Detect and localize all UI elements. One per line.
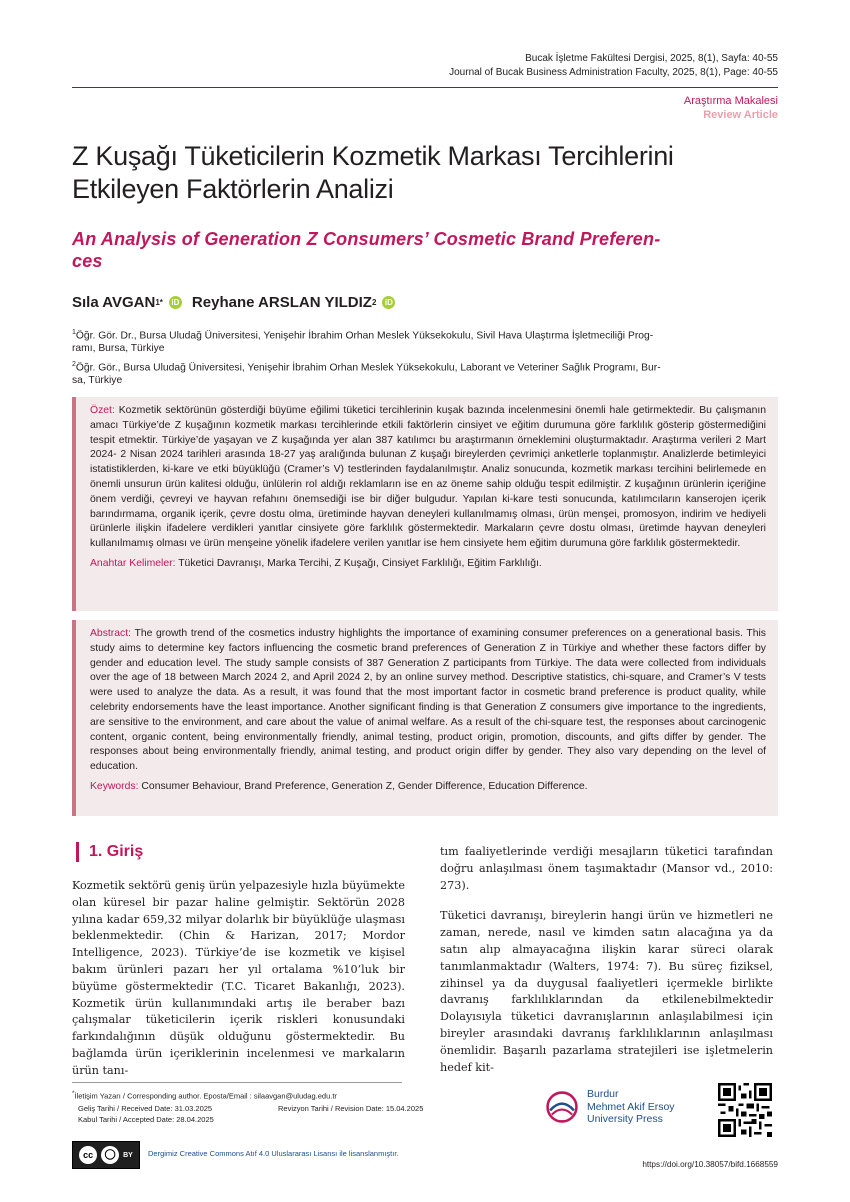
university-logo-icon: [545, 1090, 579, 1124]
body-paragraph: tım faaliyetlerinde verdiği mesajların tüketici tarafından doğru anlaşılması önem taşımaktadır (Mansor vd., 2010: 273).: [440, 845, 773, 892]
ozet-keywords-label: Anahtar Kelimeler:: [90, 557, 176, 569]
license-text[interactable]: Dergimiz Creative Commons Atıf 4.0 Uluslararası Lisansı ile lisanslanmıştır.: [148, 1149, 399, 1158]
ozet-box: [72, 397, 778, 611]
en-title-line-2: ces: [72, 251, 103, 271]
author-2: Reyhane ARSLAN YILDIZ: [191, 294, 372, 311]
journal-name-tr: Bucak İşletme Fakültesi Dergisi, 2025, 8(1), Sayfa: 40-55: [525, 53, 778, 64]
aff-1-line-1: Öğr. Gör. Dr., Bursa Uludağ Üniversitesi, Yenişehir İbrahim Orhan Meslek Yüksekokulu, Sivil Hava Ulaştırma İşletmeciliği Prog-: [75, 330, 654, 342]
affiliation-2: [72, 358, 772, 387]
accepted-date: Kabul Tarihi / Accepted Date: 28.04.2025: [78, 1115, 214, 1124]
en-title-line-1: An Analysis of Generation Z Consumers’ Cosmetic Brand Preferen-: [72, 229, 661, 249]
university-press: [545, 1088, 675, 1126]
ozet-label: Özet:: [90, 405, 115, 416]
ozet-text: Kozmetik sektörünün gösterdiği büyüme eğilimi tüketici tercihlerinin kuşak bazında incelenmesini önemli hale getirmektedir. Bu çalışmanın amacı Türkiye’de Z kuşağının kozmetik markası tercihlerinde etkili faktörlerin cinsiyet ve eğitim durumuna göre farklılık gösterip göstermediğini tespit etmektir. Türkiye’de yaşayan ve Z kuşağında yer alan 387 katılımcı bu araştırmanın örneklemini oluşturmaktadır. Araştırma verileri 2 Mart 2024- 2 Nisan 2024 tarihleri arasında 18-27 yaş aralığında bulunan Z kuşağı bireylerden çevrimiçi anketlerle toplanmıştır. Analizlerde betimleyici istatistiklerden, ki-kare ve etki büyüklüğü (Cramer’s V) testlerinden faydalanılmıştır. Analiz sonucunda, kozmetik markası tercihini belirlemede en önemli unsurun ürün kalitesi olduğu, ünlülerin rol aldığı reklamların ise en az öneme sahip olduğu tespit edilmiştir. Z kuşağının ürünlerin içeriğine önem verdiği, çevreyi ve hayvan refahını önemsediği ise bir diğer bulgudur. Yapılan ki-kare testi sonucunda, katılımcıların kanserojen içerik barındırmama, organik içerik, çevre dostu olma, üretiminde hayvan deneyleri kullanılmamış olması, ürün menşei, promosyon, indirim ve hediyeli ürünlerle ilişkin ifadelere verdikleri yanıtlar cinsiyete göre farklılık göstermektedir. Markaların çevre dostu olması, üretimde hayvan deneyleri kullanılmamış olması ve ürün menşeine yönelik ifadelere verilen yanıtlar ise hem cinsiyete hem eğitim durumuna göre farklılık göstermektedir.: [90, 405, 767, 550]
by-label: BY: [123, 1151, 133, 1159]
aff-2-sup: 2: [72, 361, 76, 368]
aff-1-sup: 1: [72, 329, 76, 336]
ozet-keywords: [90, 557, 766, 572]
univ-line-1: Burdur: [587, 1088, 619, 1100]
corresponding-text: İletişim Yazarı / Corresponding author. Eposta/Email : silaavgan@uludag.edu.tr: [74, 1091, 337, 1101]
author-1: Sıla AVGAN: [72, 294, 156, 311]
abstract-box: [72, 620, 778, 816]
article-type-en: Review Article: [703, 109, 778, 121]
corresponding-author: [72, 1088, 337, 1102]
journal-info: [449, 52, 778, 80]
cc-icon: cc: [79, 1146, 97, 1164]
body-paragraph: Tüketici davranışı, bireylerin hangi ürün ve hizmetleri ne zaman, nerede, nasıl ve kimden satın alacağına ya da satın alıp almayacağına ilişkin karar süreci olarak tanımlanmaktadır (Walters, 1974: 7). Bu süreç fiziksel, zihinsel ya da duygusal faaliyetleri içermekle birlikte davranış farklılıklarından da etkilenebilmektedir Dolayısıyla tüketici davranışlarının anlaşılabilmesi için bireyler arasındaki davranış farklılıklarının anlaşılması önemlidir. Başarılı pazarlama stratejileri ise işletmelerin hedef kit-: [440, 909, 773, 1074]
body-column-right: [440, 844, 773, 1076]
aff-1-line-2: ramı, Bursa, Türkiye: [72, 343, 165, 355]
body-column-left: [72, 878, 405, 1080]
aff-2-line-1: Öğr. Gör., Bursa Uludağ Üniversitesi, Yenişehir İbrahim Orhan Meslek Yüksekokulu, Laborant ve Veteriner Sağlık Programı, Bur-: [75, 362, 661, 374]
section-heading: 1. Giriş: [76, 842, 143, 862]
abstract-keywords: [90, 780, 766, 795]
qr-code-icon[interactable]: [718, 1083, 772, 1137]
article-type: [684, 94, 778, 122]
author-2-sup: 2: [371, 298, 377, 307]
abstract-paragraph: [90, 627, 766, 775]
title-line-2: Etkileyen Faktörlerin Analizi: [72, 174, 394, 204]
orcid-icon[interactable]: iD: [169, 296, 182, 309]
header-divider: [72, 87, 778, 88]
body-paragraph: Kozmetik sektörü geniş ürün yelpazesiyle hızla büyümekte olan küresel bir pazar haline gelmiştir. Sektörün 2028 yılına kadar 659,32 milyar dolarlık bir büyüklüğe ulaşması beklenmektedir. (Chin & Harizan, 2017; Mordor Intelligence, 2023). Türkiye’de ise kozmetik ve kişisel bakım ürünleri pazarı her yıl ortalama %10’luk bir büyüme göstermektedir (T.C. Ticaret Bakanlığı, 2023). Kozmetik ürün kullanımındaki artış ile beraber bazı çalışmalar tüketicilerin içerik riskleri konusundaki farkındalığının düşük olduğunu göstermektedir. Bu bağlamda ürün içeriklerinin incelenmesi ve markaların ürün tanı-: [72, 879, 405, 1077]
article-type-tr: Araştırma Makalesi: [683, 95, 778, 107]
abstract-keywords-text: Consumer Behaviour, Brand Preference, Generation Z, Gender Difference, Education Difference.: [141, 780, 588, 792]
orcid-icon[interactable]: iD: [382, 296, 395, 309]
author-list: [72, 294, 405, 311]
abstract-text: The growth trend of the cosmetics industry highlights the importance of examining consumer preferences on a generational basis. This study aims to determine key factors influencing the cosmetic brand preferences of Generation Z in Türkiye and whether these factors differ by gender and education level. The study sample consists of 387 Generation Z participants from Türkiye. The data were collected from individuals over the age of 18 between March 2024 2, and April 2024 2, by an online survey method. Descriptive statistics, chi-square, and Cramer’s V tests were used to analyze the data. As a result, it was found that the most important factor in cosmetic brand preference is product quality, while celebrity endorsements have the least importance. Another significant finding is that Generation Z consumers give importance to the ingredients, are sensitive to the environment, and care about the value of animal welfare. As a result of the chi-square test, the responses about carcinogenic content, organic content, being environmentally friendly, animal testing, product origin, promotion, discounts, and gifts differ by gender. The responses about being environmentally friendly, animal testing, and product origin differ by gender. They also vary depending on the level of education.: [90, 628, 766, 773]
journal-name-en: Journal of Bucak Business Administration Faculty, 2025, 8(1), Page: 40-55: [449, 67, 778, 78]
aff-2-line-2: sa, Türkiye: [72, 375, 123, 387]
univ-line-3: University Press: [587, 1113, 663, 1125]
received-date: Geliş Tarihi / Received Date: 31.03.2025: [78, 1104, 213, 1113]
ozet-paragraph: [90, 404, 766, 552]
cc-license-badge[interactable]: [72, 1141, 140, 1169]
university-name: [587, 1088, 675, 1126]
article-title-tr: [72, 140, 772, 206]
doi-link[interactable]: https://doi.org/10.38057/bifd.1668559: [642, 1160, 778, 1169]
author-1-sup: 1*: [155, 298, 163, 307]
abstract-keywords-label: Keywords:: [90, 780, 139, 792]
corresponding-sup: *: [72, 1090, 75, 1097]
abstract-label: Abstract:: [90, 628, 131, 639]
article-title-en: [72, 228, 772, 272]
univ-line-2: Mehmet Akif Ersoy: [587, 1100, 675, 1113]
affiliation-1: [72, 326, 772, 355]
revision-date: Revizyon Tarihi / Revision Date: 15.04.2025: [278, 1104, 424, 1113]
title-line-1: Z Kuşağı Tüketicilerin Kozmetik Markası Tercihlerini: [72, 141, 674, 171]
footnote-divider: [72, 1082, 402, 1083]
by-icon: ◯: [101, 1146, 119, 1164]
ozet-keywords-text: Tüketici Davranışı, Marka Tercihi, Z Kuşağı, Cinsiyet Farklılığı, Eğitim Farklılığı.: [178, 557, 542, 569]
